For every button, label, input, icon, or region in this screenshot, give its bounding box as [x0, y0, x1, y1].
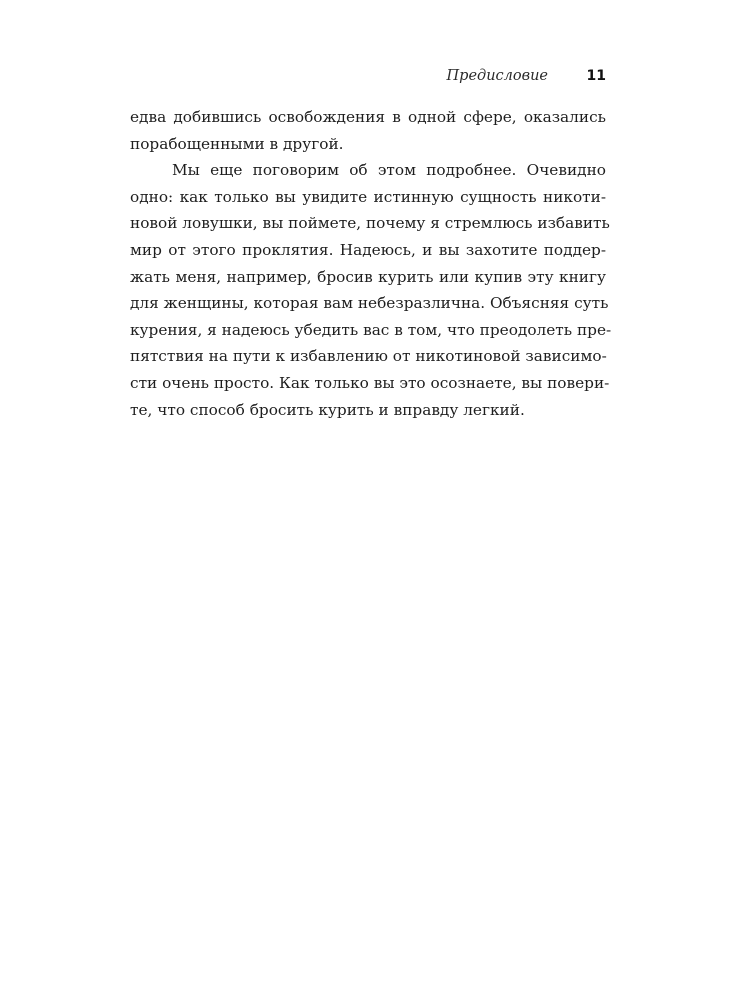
text-line: курения, я надеюсь убедить вас в том, что преодолеть пре-	[130, 320, 612, 339]
body-text	[130, 104, 612, 423]
running-head	[130, 66, 606, 86]
section-title: Предисловие	[446, 68, 548, 84]
text-line: пятствия на пути к избавлению от никотиновой зависимо-	[130, 347, 607, 366]
paragraph	[130, 104, 606, 157]
page-number: 11	[586, 68, 606, 84]
text-line: новой ловушки, вы поймете, почему я стремлюсь избавить	[130, 214, 610, 233]
text-line: сти очень просто. Как только вы это осознаете, вы повери-	[130, 373, 610, 392]
text-line: едва добившись освобождения в одной сфере, оказались	[130, 108, 606, 126]
text-line: те, что способ бросить курить и вправду легкий.	[130, 400, 525, 419]
text-line: Мы еще поговорим об этом подробнее. Очевидно	[172, 161, 606, 180]
text-line: порабощенными в другой.	[130, 134, 344, 153]
text-line: одно: как только вы увидите истинную сущность никоти-	[130, 187, 606, 206]
text-line: мир от этого проклятия. Надеюсь, и вы захотите поддер-	[130, 240, 606, 259]
paragraph	[130, 157, 612, 423]
text-line: для женщины, которая вам небезразлична. Объясняя суть	[130, 294, 609, 313]
text-line: жать меня, например, бросив курить или купив эту книгу	[130, 267, 606, 286]
